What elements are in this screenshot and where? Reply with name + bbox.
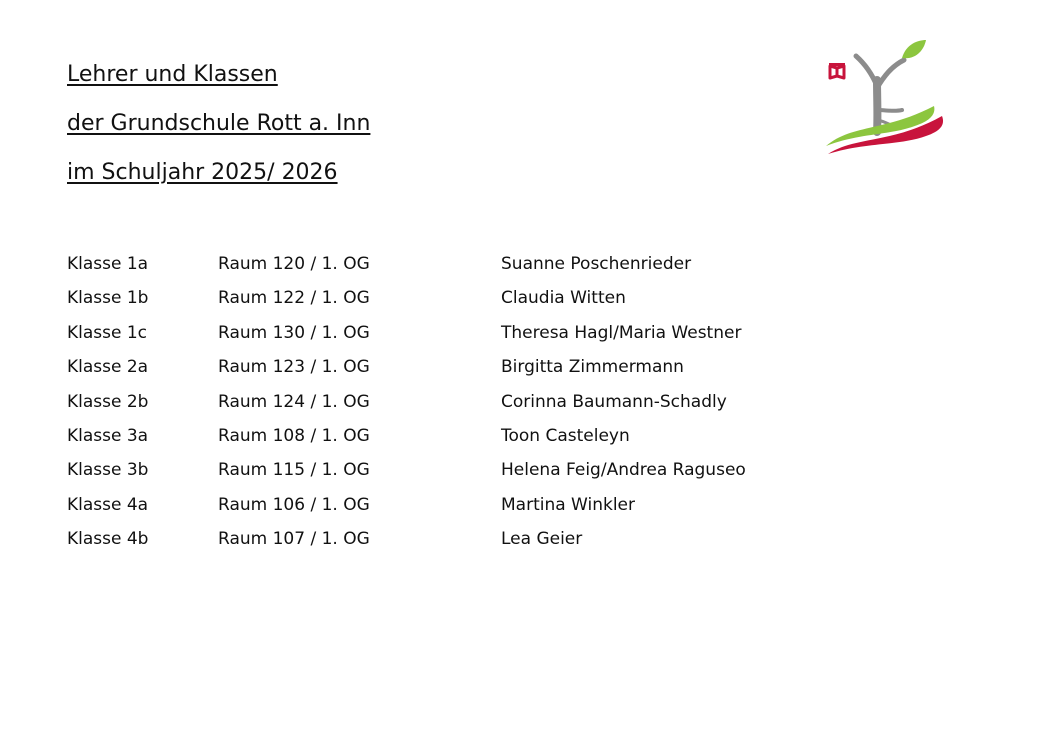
table-row [67, 419, 881, 453]
school-tree-logo-icon [822, 36, 948, 158]
teacher-cell: Birgitta Zimmermann [501, 357, 684, 378]
room-cell: Raum 108 / 1. OG [218, 425, 370, 446]
title-line-3: im Schuljahr 2025/ 2026 [67, 160, 338, 185]
room-cell: Raum 124 / 1. OG [218, 391, 370, 412]
class-cell: Klasse 3b [67, 460, 149, 481]
table-row [67, 247, 881, 281]
book-icon [829, 63, 845, 78]
class-cell: Klasse 4b [67, 529, 149, 550]
teacher-cell: Claudia Witten [501, 288, 626, 309]
room-cell: Raum 130 / 1. OG [218, 322, 370, 343]
table-row [67, 488, 881, 522]
class-cell: Klasse 4a [67, 494, 149, 515]
class-cell: Klasse 2b [67, 391, 149, 412]
teacher-cell: Lea Geier [501, 529, 583, 550]
teacher-cell: Martina Winkler [501, 494, 636, 515]
class-table [67, 247, 881, 557]
table-row [67, 385, 881, 419]
class-cell: Klasse 1b [67, 288, 149, 309]
table-row [67, 316, 881, 350]
teacher-cell: Helena Feig/Andrea Raguseo [501, 460, 746, 481]
room-cell: Raum 120 / 1. OG [218, 254, 370, 274]
table-row [67, 350, 881, 384]
table-row [67, 281, 881, 315]
teacher-cell: Corinna Baumann-Schadly [501, 391, 727, 412]
document-title [67, 50, 370, 197]
tree-trunk-icon [856, 56, 904, 132]
leaf-icon [902, 40, 926, 58]
class-cell: Klasse 2a [67, 357, 149, 378]
room-cell: Raum 122 / 1. OG [218, 288, 370, 309]
table-row [67, 453, 881, 487]
class-cell: Klasse 3a [67, 425, 149, 446]
class-cell: Klasse 1a [67, 254, 149, 274]
teacher-cell: Theresa Hagl/Maria Westner [501, 322, 742, 343]
title-line-1: Lehrer und Klassen [67, 62, 278, 87]
room-cell: Raum 115 / 1. OG [218, 460, 370, 481]
room-cell: Raum 123 / 1. OG [218, 357, 370, 378]
table-row [67, 522, 881, 556]
title-line-2: der Grundschule Rott a. Inn [67, 111, 371, 136]
room-cell: Raum 106 / 1. OG [218, 494, 370, 515]
room-cell: Raum 107 / 1. OG [218, 529, 370, 550]
teacher-cell: Toon Casteleyn [501, 425, 630, 446]
teacher-cell: Suanne Poschenrieder [501, 254, 692, 274]
class-cell: Klasse 1c [67, 322, 148, 343]
